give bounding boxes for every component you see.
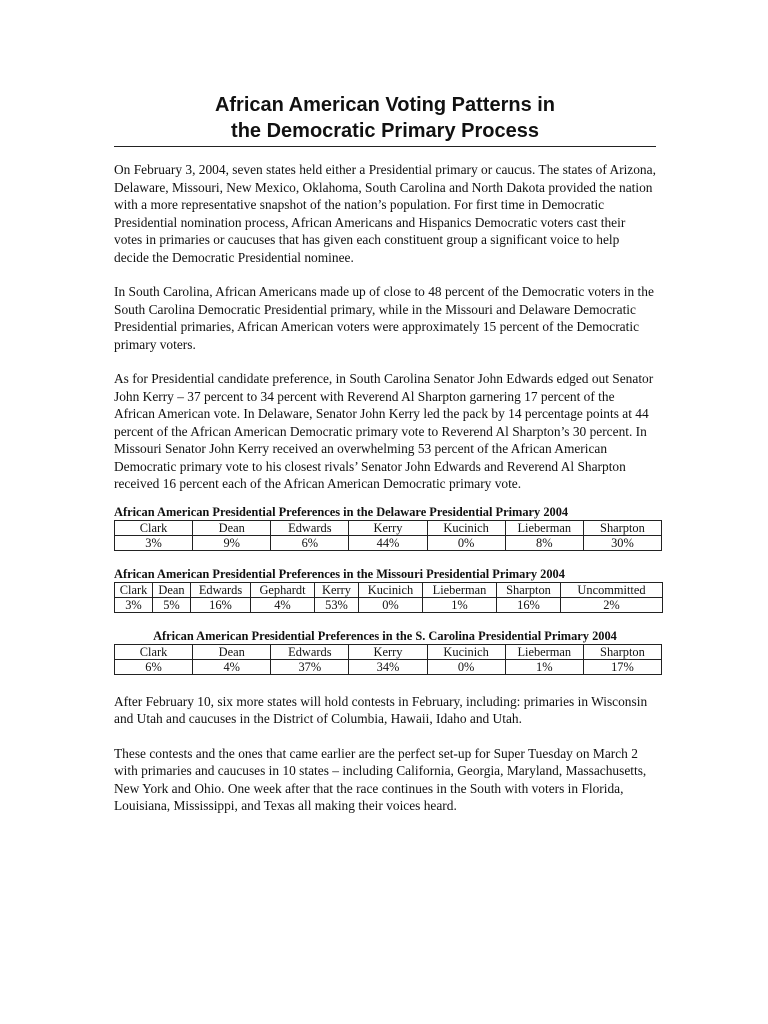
document-page [114,92,656,832]
table-header-cell: Sharpton [583,520,661,535]
table-row [115,597,663,612]
table-cell: 2% [561,597,663,612]
table-cell: 17% [583,659,661,674]
title-divider [114,146,656,147]
table-cell: 0% [427,659,505,674]
table-cell: 1% [423,597,497,612]
table-header-cell: Sharpton [497,582,561,597]
table-cell: 0% [359,597,423,612]
paragraph-super-tuesday: These contests and the ones that came earlier are the perfect set-up for Super Tuesday on March 2 with primaries and caucuses in 10 states – including California, Georgia, Maryland, Massachusetts, New York and Ohio. One week after that the race continues in the South with voters in Florida, Louisiana, Mississippi, and Texas all making their voices heard. [114,745,647,813]
table-cell: 44% [349,535,427,550]
table-header-cell: Edwards [191,582,251,597]
table-cell: 3% [115,535,193,550]
table-cell: 0% [427,535,505,550]
table-row [115,535,662,550]
table-header-cell: Kerry [349,644,427,659]
table-header-cell: Lieberman [423,582,497,597]
paragraph-candidate-preference: As for Presidential candidate preference, in South Carolina Senator John Edwards edged out Senator John Kerry – 37 percent to 34 percent with Reverend Al Sharpton garnering 17 percent of the African American vote. In Delaware, Senator John Kerry led the pack by 14 percentage points at 44 percent of the African American Democratic primary vote to Reverend Al Sharpton’s 30 percent. In Missouri Senator John Kerry received an overwhelming 53 percent of the African American Democratic primary vote to his closest rivals’ Senator John Edwards and Reverend Al Sharpton received 16 percent each of the African American Democratic primary vote. [114,371,654,491]
missouri-table [114,582,663,613]
table-cell: 16% [191,597,251,612]
table-header-row [115,520,662,535]
table-header-cell: Kerry [315,582,359,597]
missouri-table-caption: African American Presidential Preferences in the Missouri Presidential Primary 2004 [114,566,565,581]
paragraph-south-carolina: In South Carolina, African Americans made up of close to 48 percent of the Democratic voters in the South Carolina Democratic Presidential primary, while in the Missouri and Delaware Democratic Presidential primaries, African American voters were approximately 15 percent of the Democratic primary voters. [114,284,654,352]
table-cell: 1% [505,659,583,674]
table-cell: 37% [271,659,349,674]
paragraph-february-contests: After February 10, six more states will hold contests in February, including: primaries in Wisconsin and Utah and caucuses in the District of Columbia, Hawaii, Idaho and Utah. [114,693,648,726]
table-cell: 9% [193,535,271,550]
delaware-table [114,520,662,551]
table-header-cell: Edwards [271,644,349,659]
table-header-cell: Dean [193,520,271,535]
table-header-cell: Kucinich [427,644,505,659]
title-line-1: African American Voting Patterns in [214,94,556,116]
table-header-cell: Dean [153,582,191,597]
table-header-cell: Uncommitted [561,582,663,597]
south-carolina-table [114,644,662,675]
table-header-cell: Gephardt [251,582,315,597]
table-header-cell: Sharpton [583,644,661,659]
table-header-cell: Clark [115,520,193,535]
table-header-cell: Kucinich [427,520,505,535]
document-title [114,92,656,144]
table-cell: 3% [115,597,153,612]
table-header-cell: Lieberman [505,644,583,659]
table-header-cell: Dean [193,644,271,659]
table-header-row [115,582,663,597]
table-cell: 30% [583,535,661,550]
delaware-table-caption: African American Presidential Preferences in the Delaware Presidential Primary 2004 [114,504,569,519]
table-cell: 8% [505,535,583,550]
table-cell: 53% [315,597,359,612]
table-header-cell: Clark [115,644,193,659]
table-header-cell: Lieberman [505,520,583,535]
table-cell: 16% [497,597,561,612]
table-row [115,659,662,674]
table-header-cell: Kerry [349,520,427,535]
table-header-cell: Kucinich [359,582,423,597]
table-header-cell: Edwards [271,520,349,535]
paragraph-intro: On February 3, 2004, seven states held either a Presidential primary or caucus. The states of Arizona, Delaware, Missouri, New Mexico, Oklahoma, South Carolina and North Dakota provided the nation with a more representative snapshot of the nation’s population. For first time in Democratic Presidential nomination process, African Americans and Hispanics Democratic voters cast their votes in primaries or caucuses that has given each constituent group a significant voice to help decide the Democratic Presidential nominee. [114,162,656,265]
table-cell: 4% [251,597,315,612]
table-cell: 5% [153,597,191,612]
table-cell: 6% [115,659,193,674]
south-carolina-table-caption: African American Presidential Preferences in the S. Carolina Presidential Primary 2004 [153,628,617,643]
table-cell: 6% [271,535,349,550]
table-cell: 34% [349,659,427,674]
table-cell: 4% [193,659,271,674]
table-header-row [115,644,662,659]
title-line-2: the Democratic Primary Process [231,120,539,142]
table-header-cell: Clark [115,582,153,597]
